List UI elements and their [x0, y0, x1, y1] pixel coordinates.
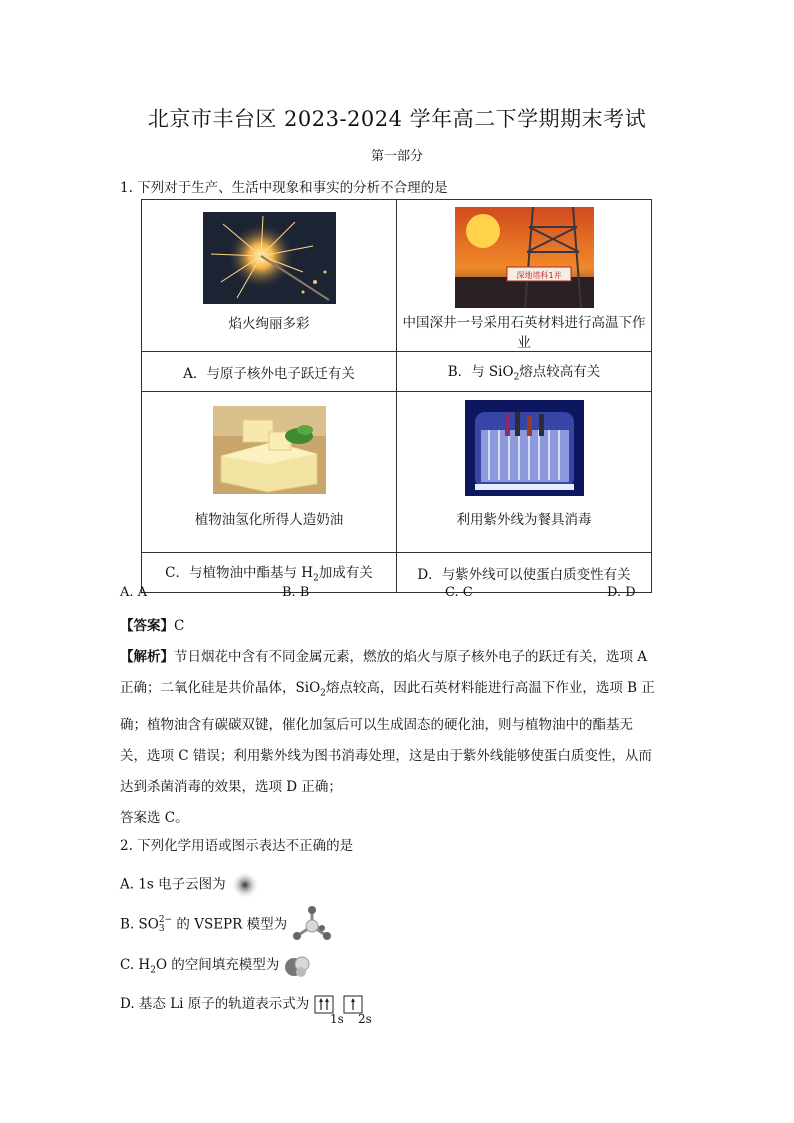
- cell-caption: 焰火绚丽多彩: [228, 316, 310, 332]
- sparkler-image: [203, 212, 336, 304]
- option-2c: C. $H_2O$ 的空间填充模型为: [120, 953, 312, 977]
- cell-uv-sterilizer: [397, 392, 652, 553]
- page-title: 北京市丰台区 2023-2024 学年高二下学期期末考试: [147, 107, 647, 131]
- cell-fireworks: [142, 200, 397, 352]
- orbital-label-1s: 1s: [330, 1012, 344, 1026]
- vsepr-model-icon: [291, 906, 333, 944]
- choice-b: B. B: [282, 585, 310, 600]
- margarine-image: [213, 406, 326, 494]
- choice-a: A. A: [120, 585, 148, 600]
- space-filling-model-icon: [284, 955, 312, 977]
- option-2d: D. 基态 Li 原子的轨道表示式为: [120, 992, 364, 1015]
- cell-caption: 中国深井一号采用石英材料进行高温下作业: [402, 315, 646, 351]
- option-2b: B. SO 2− 3 的 VSEPR 模型为: [120, 906, 333, 944]
- question-1-table: [141, 199, 652, 593]
- option-2a: A. 1s 电子云图为: [120, 870, 260, 900]
- cell-margarine: [142, 392, 397, 553]
- choice-d: D. D: [607, 585, 636, 600]
- drill-sign: 深地塔科1井: [515, 271, 562, 280]
- question-1-stem: 1. 下列对于生产、生活中现象和事实的分析不合理的是: [120, 180, 448, 196]
- cell-caption: 植物油氢化所得人造奶油: [194, 512, 344, 528]
- option-a-analysis: A．与原子核外电子跃迁有关: [142, 352, 397, 392]
- explanation: 【解析】节日烟花中含有不同金属元素，燃放的焰火与原子核外电子的跃迁有关，选项 A 正确；二氧化硅是共价晶体，SiO$_2$熔点较高，因此石英材料能进行高温下作业，选项 B 正 确；植物油含有碳碳双键，催化加氢后可以生成固态的硬化油，则与植物油中的酯基无 关，选项 C 错误；利用紫外线为图书消毒处理，这是由于紫外线能够使蛋白质变性，从而 达到杀菌消毒的效果，选项 D 正确； 答案选 C。: [120, 649, 655, 826]
- drilling-rig-image: [455, 207, 594, 308]
- electron-cloud-icon: [230, 870, 260, 900]
- option-c-analysis: C．与植物油中酯基与 $H_2$加成有关: [142, 553, 397, 593]
- question-2-stem: 2. 下列化学用语或图示表达不正确的是: [120, 838, 354, 854]
- section-heading: 第一部分: [370, 149, 423, 164]
- orbital-label-2s: 2s: [358, 1012, 372, 1026]
- cell-caption: 利用紫外线为餐具消毒: [456, 512, 592, 528]
- answer-line: 【答案】C: [120, 618, 185, 634]
- option-b-analysis: B．与 SiO$_2$熔点较高有关: [397, 352, 652, 392]
- cell-drilling: [397, 200, 652, 352]
- uv-sterilizer-image: [465, 400, 584, 496]
- option-d-analysis: D．与紫外线可以使蛋白质变性有关: [397, 553, 652, 593]
- choice-c: C. C: [445, 585, 473, 600]
